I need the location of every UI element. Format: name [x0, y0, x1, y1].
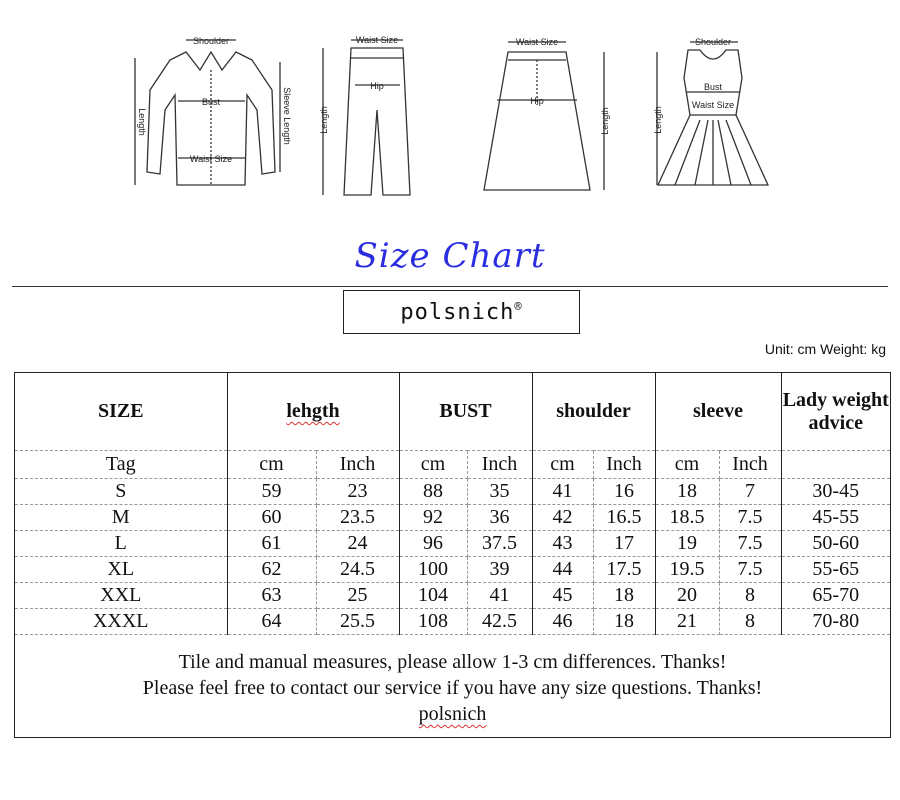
title-divider [12, 286, 888, 287]
table-cell: 46 [532, 609, 593, 635]
header-size: SIZE [15, 373, 227, 451]
header-length: lehgth [227, 373, 399, 451]
table-cell: 60 [227, 505, 316, 531]
skirt-diagram [484, 42, 604, 190]
table-cell: 36 [467, 505, 532, 531]
table-cell: 17 [593, 531, 655, 557]
table-cell: 7.5 [719, 557, 781, 583]
table-cell: 55-65 [781, 557, 890, 583]
table-cell: 41 [532, 479, 593, 505]
subheader-cell: Inch [467, 451, 532, 479]
pants-hip-label: Hip [370, 81, 384, 91]
table-row [15, 583, 890, 609]
table-cell: 59 [227, 479, 316, 505]
table-row [15, 505, 890, 531]
table-cell: 23.5 [316, 505, 399, 531]
table-cell: 8 [719, 583, 781, 609]
subheader-cell: Tag [15, 451, 227, 479]
table-row [15, 609, 890, 635]
header-row [15, 373, 890, 451]
dress-waist-label: Waist Size [691, 100, 735, 110]
table-cell: 63 [227, 583, 316, 609]
table-cell: 24 [316, 531, 399, 557]
table-cell: 20 [655, 583, 719, 609]
table-cell: 44 [532, 557, 593, 583]
dress-diagram [657, 42, 768, 185]
table-cell: 19 [655, 531, 719, 557]
table-cell: 35 [467, 479, 532, 505]
size-table-container [14, 372, 891, 738]
skirt-waist-label: Waist Size [515, 37, 559, 47]
skirt-length-label: Length [600, 107, 610, 135]
header-sleeve: sleeve [655, 373, 781, 451]
note-contact: Please feel free to contact our service if you have any size questions. Thanks! [142, 677, 763, 699]
brand-name: polsnich [400, 300, 515, 325]
table-cell: 64 [227, 609, 316, 635]
note-brand: polsnich [418, 703, 487, 725]
table-cell: 41 [467, 583, 532, 609]
table-cell: 30-45 [781, 479, 890, 505]
table-cell: 43 [532, 531, 593, 557]
shirt-shoulder-label: Shoulder [192, 36, 230, 46]
shirt-waist-label: Waist Size [189, 154, 233, 164]
size-table [15, 373, 890, 635]
table-cell: 7.5 [719, 505, 781, 531]
table-cell: 100 [399, 557, 467, 583]
table-cell: 16.5 [593, 505, 655, 531]
table-cell: 18 [593, 609, 655, 635]
notes [15, 649, 890, 727]
table-cell: 88 [399, 479, 467, 505]
skirt-hip-label: Hip [530, 96, 544, 106]
table-cell: 37.5 [467, 531, 532, 557]
size-tag-cell: L [15, 531, 227, 557]
table-cell: 70-80 [781, 609, 890, 635]
dress-shoulder-label: Shoulder [694, 37, 732, 47]
table-row [15, 531, 890, 557]
table-cell: 18.5 [655, 505, 719, 531]
size-tag-cell: XL [15, 557, 227, 583]
header-shoulder: shoulder [532, 373, 655, 451]
shirt-sleeve-label: Sleeve Length [282, 87, 292, 145]
subheader-cell: cm [399, 451, 467, 479]
note-tolerance: Tile and manual measures, please allow 1-3 cm differences. Thanks! [178, 651, 727, 673]
size-tag-cell: S [15, 479, 227, 505]
table-cell: 108 [399, 609, 467, 635]
table-row [15, 557, 890, 583]
table-cell: 42 [532, 505, 593, 531]
pants-waist-label: Waist Size [355, 35, 399, 45]
table-cell: 61 [227, 531, 316, 557]
table-cell: 21 [655, 609, 719, 635]
table-cell: 17.5 [593, 557, 655, 583]
table-row [15, 479, 890, 505]
subheader-cell [781, 451, 890, 479]
table-cell: 39 [467, 557, 532, 583]
table-cell: 92 [399, 505, 467, 531]
size-tag-cell: M [15, 505, 227, 531]
pants-diagram [323, 40, 410, 195]
size-tag-cell: XXXL [15, 609, 227, 635]
table-cell: 50-60 [781, 531, 890, 557]
subheader-cell: Inch [719, 451, 781, 479]
shirt-length-label: Length [137, 108, 147, 136]
table-cell: 45-55 [781, 505, 890, 531]
subheader-cell: cm [655, 451, 719, 479]
table-cell: 8 [719, 609, 781, 635]
table-cell: 19.5 [655, 557, 719, 583]
registered-mark: ® [514, 299, 523, 314]
size-tag-cell: XXL [15, 583, 227, 609]
table-cell: 25.5 [316, 609, 399, 635]
table-cell: 16 [593, 479, 655, 505]
subheader-row [15, 451, 890, 479]
shirt-bust-label: Bust [201, 97, 221, 107]
pants-length-label: Length [319, 106, 329, 134]
table-cell: 7 [719, 479, 781, 505]
table-cell: 25 [316, 583, 399, 609]
header-weight-advice: Lady weight advice [781, 373, 890, 451]
garment-diagrams [0, 0, 900, 210]
dress-bust-label: Bust [703, 82, 723, 92]
table-cell: 18 [593, 583, 655, 609]
table-cell: 96 [399, 531, 467, 557]
garment-diagrams-svg [0, 0, 900, 210]
subheader-cell: cm [532, 451, 593, 479]
table-cell: 23 [316, 479, 399, 505]
header-bust: BUST [399, 373, 532, 451]
table-cell: 24.5 [316, 557, 399, 583]
table-cell: 42.5 [467, 609, 532, 635]
table-cell: 62 [227, 557, 316, 583]
dress-length-label: Length [653, 106, 663, 134]
table-cell: 45 [532, 583, 593, 609]
unit-note: Unit: cm Weight: kg [764, 341, 886, 357]
subheader-cell: Inch [316, 451, 399, 479]
subheader-cell: Inch [593, 451, 655, 479]
table-cell: 65-70 [781, 583, 890, 609]
table-cell: 104 [399, 583, 467, 609]
brand-box [343, 290, 580, 334]
table-cell: 18 [655, 479, 719, 505]
subheader-cell: cm [227, 451, 316, 479]
table-cell: 7.5 [719, 531, 781, 557]
size-chart-title: Size Chart [354, 236, 546, 276]
